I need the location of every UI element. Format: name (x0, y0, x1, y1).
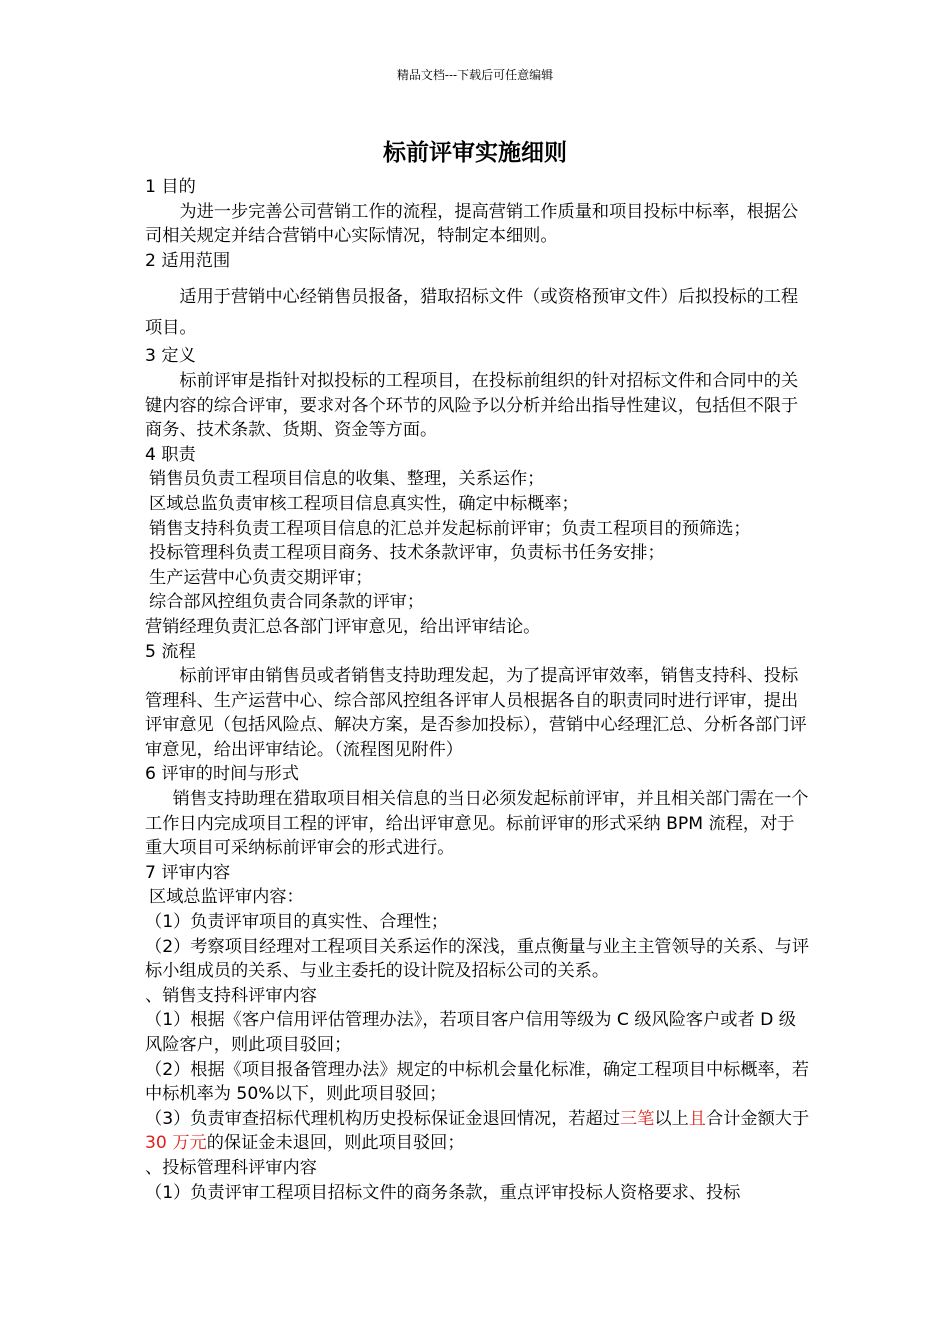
highlight-three-items: 三笔 (620, 1108, 655, 1129)
section-heading-scope: 2 适用范围 (145, 250, 231, 271)
subsection-heading-bid-management: 、投标管理科评审内容 (145, 1157, 317, 1178)
review-item: （1）负责评审工程项目招标文件的商务条款，重点评审投标人资格要求、投标 (145, 1182, 741, 1203)
duty-item: 销售支持科负责工程项目信息的汇总并发起标前评审；负责工程项目的预筛选； (149, 518, 751, 539)
text-run: （3）负责审查招标代理机构历史投标保证金退回情况，若超过 (145, 1108, 621, 1129)
paragraph-timing: 销售支持助理在猎取项目相关信息的当日必须发起标前评审，并且相关部门需在一个工作日内完成项目工程的评审，给出评审意见。标前评审的形式采纳 BPM 流程，对于重大项目可采纳标前评审会的形式进行。 (145, 789, 809, 859)
section-heading-process: 5 流程 (145, 641, 196, 662)
review-item: （1）根据《客户信用评估管理办法》，若项目客户信用等级为 C 级风险客户或者 D 级风险客户，则此项目驳回； (145, 1010, 796, 1055)
text-run: 合计金额大于 (706, 1108, 810, 1129)
highlight-and: 且 (688, 1108, 706, 1129)
duty-item: 区域总监负责审核工程项目信息真实性，确定中标概率； (149, 493, 579, 514)
duty-item: 生产运营中心负责交期评审； (149, 567, 373, 588)
duty-item: 营销经理负责汇总各部门评审意见，给出评审结论。 (145, 616, 541, 637)
subsection-heading-sales-support: 、销售支持科评审内容 (145, 985, 317, 1006)
highlight-amount: 30 万元 (145, 1133, 207, 1154)
duty-item: 投标管理科负责工程项目商务、技术条款评审，负责标书任务安排； (149, 543, 665, 564)
subsection-heading-director: 区域总监评审内容： (149, 887, 304, 908)
document-title: 标前评审实施细则 (383, 140, 567, 166)
duty-item: 综合部风控组负责合同条款的评审； (149, 592, 425, 613)
document-body (145, 175, 810, 1205)
paragraph-definition: 标前评审是指针对拟投标的工程项目，在投标前组织的针对招标文件和合同中的关键内容的综合评审，要求对各个环节的风险予以分析并给出指导性建议，包括但不限于商务、技术条款、货期、资金等方面。 (145, 370, 799, 441)
section-heading-timing: 6 评审的时间与形式 (145, 764, 299, 785)
paragraph-scope: 适用于营销中心经销售员报备，猎取招标文件（或资格预审文件）后拟投标的工程项目。 (145, 287, 799, 339)
text-run: 的保证金未退回，则此项目驳回； (206, 1133, 465, 1154)
paragraph-purpose: 为进一步完善公司营销工作的流程，提高营销工作质量和项目投标中标率，根据公司相关规定并结合营销中心实际情况，特制定本细则。 (145, 201, 799, 247)
section-heading-definition: 3 定义 (145, 346, 196, 367)
duty-item: 销售员负责工程项目信息的收集、整理，关系运作； (149, 469, 545, 490)
section-heading-purpose: 1 目的 (145, 177, 196, 197)
paragraph-process: 标前评审由销售员或者销售支持助理发起，为了提高评审效率，销售支持科、投标管理科、生产运营中心、综合部风控组各评审人员根据各自的职责同时进行评审，提出评审意见（包括风险点、解决方案，是否参加投标），营销中心经理汇总、分析各部门评审意见，给出评审结论。（流程图见附件） (145, 666, 807, 760)
review-item: （1）负责评审项目的真实性、合理性； (145, 912, 449, 933)
text-run: 以上 (654, 1108, 689, 1129)
review-item: （2）根据《项目报备管理办法》规定的中标机会量化标准，确定工程项目中标概率，若中标机率为 50%以下，则此项目驳回； (145, 1059, 810, 1105)
section-heading-duties: 4 职责 (145, 444, 196, 465)
review-item-deposit (145, 1107, 810, 1156)
section-heading-content: 7 评审内容 (145, 862, 231, 883)
review-item: （2）考察项目经理对工程项目关系运作的深浅，重点衡量与业主主管领导的关系、与评标小组成员的关系、与业主委托的设计院及招标公司的关系。 (145, 936, 810, 982)
page-header: 精品文档---下载后可任意编辑 (396, 68, 554, 82)
